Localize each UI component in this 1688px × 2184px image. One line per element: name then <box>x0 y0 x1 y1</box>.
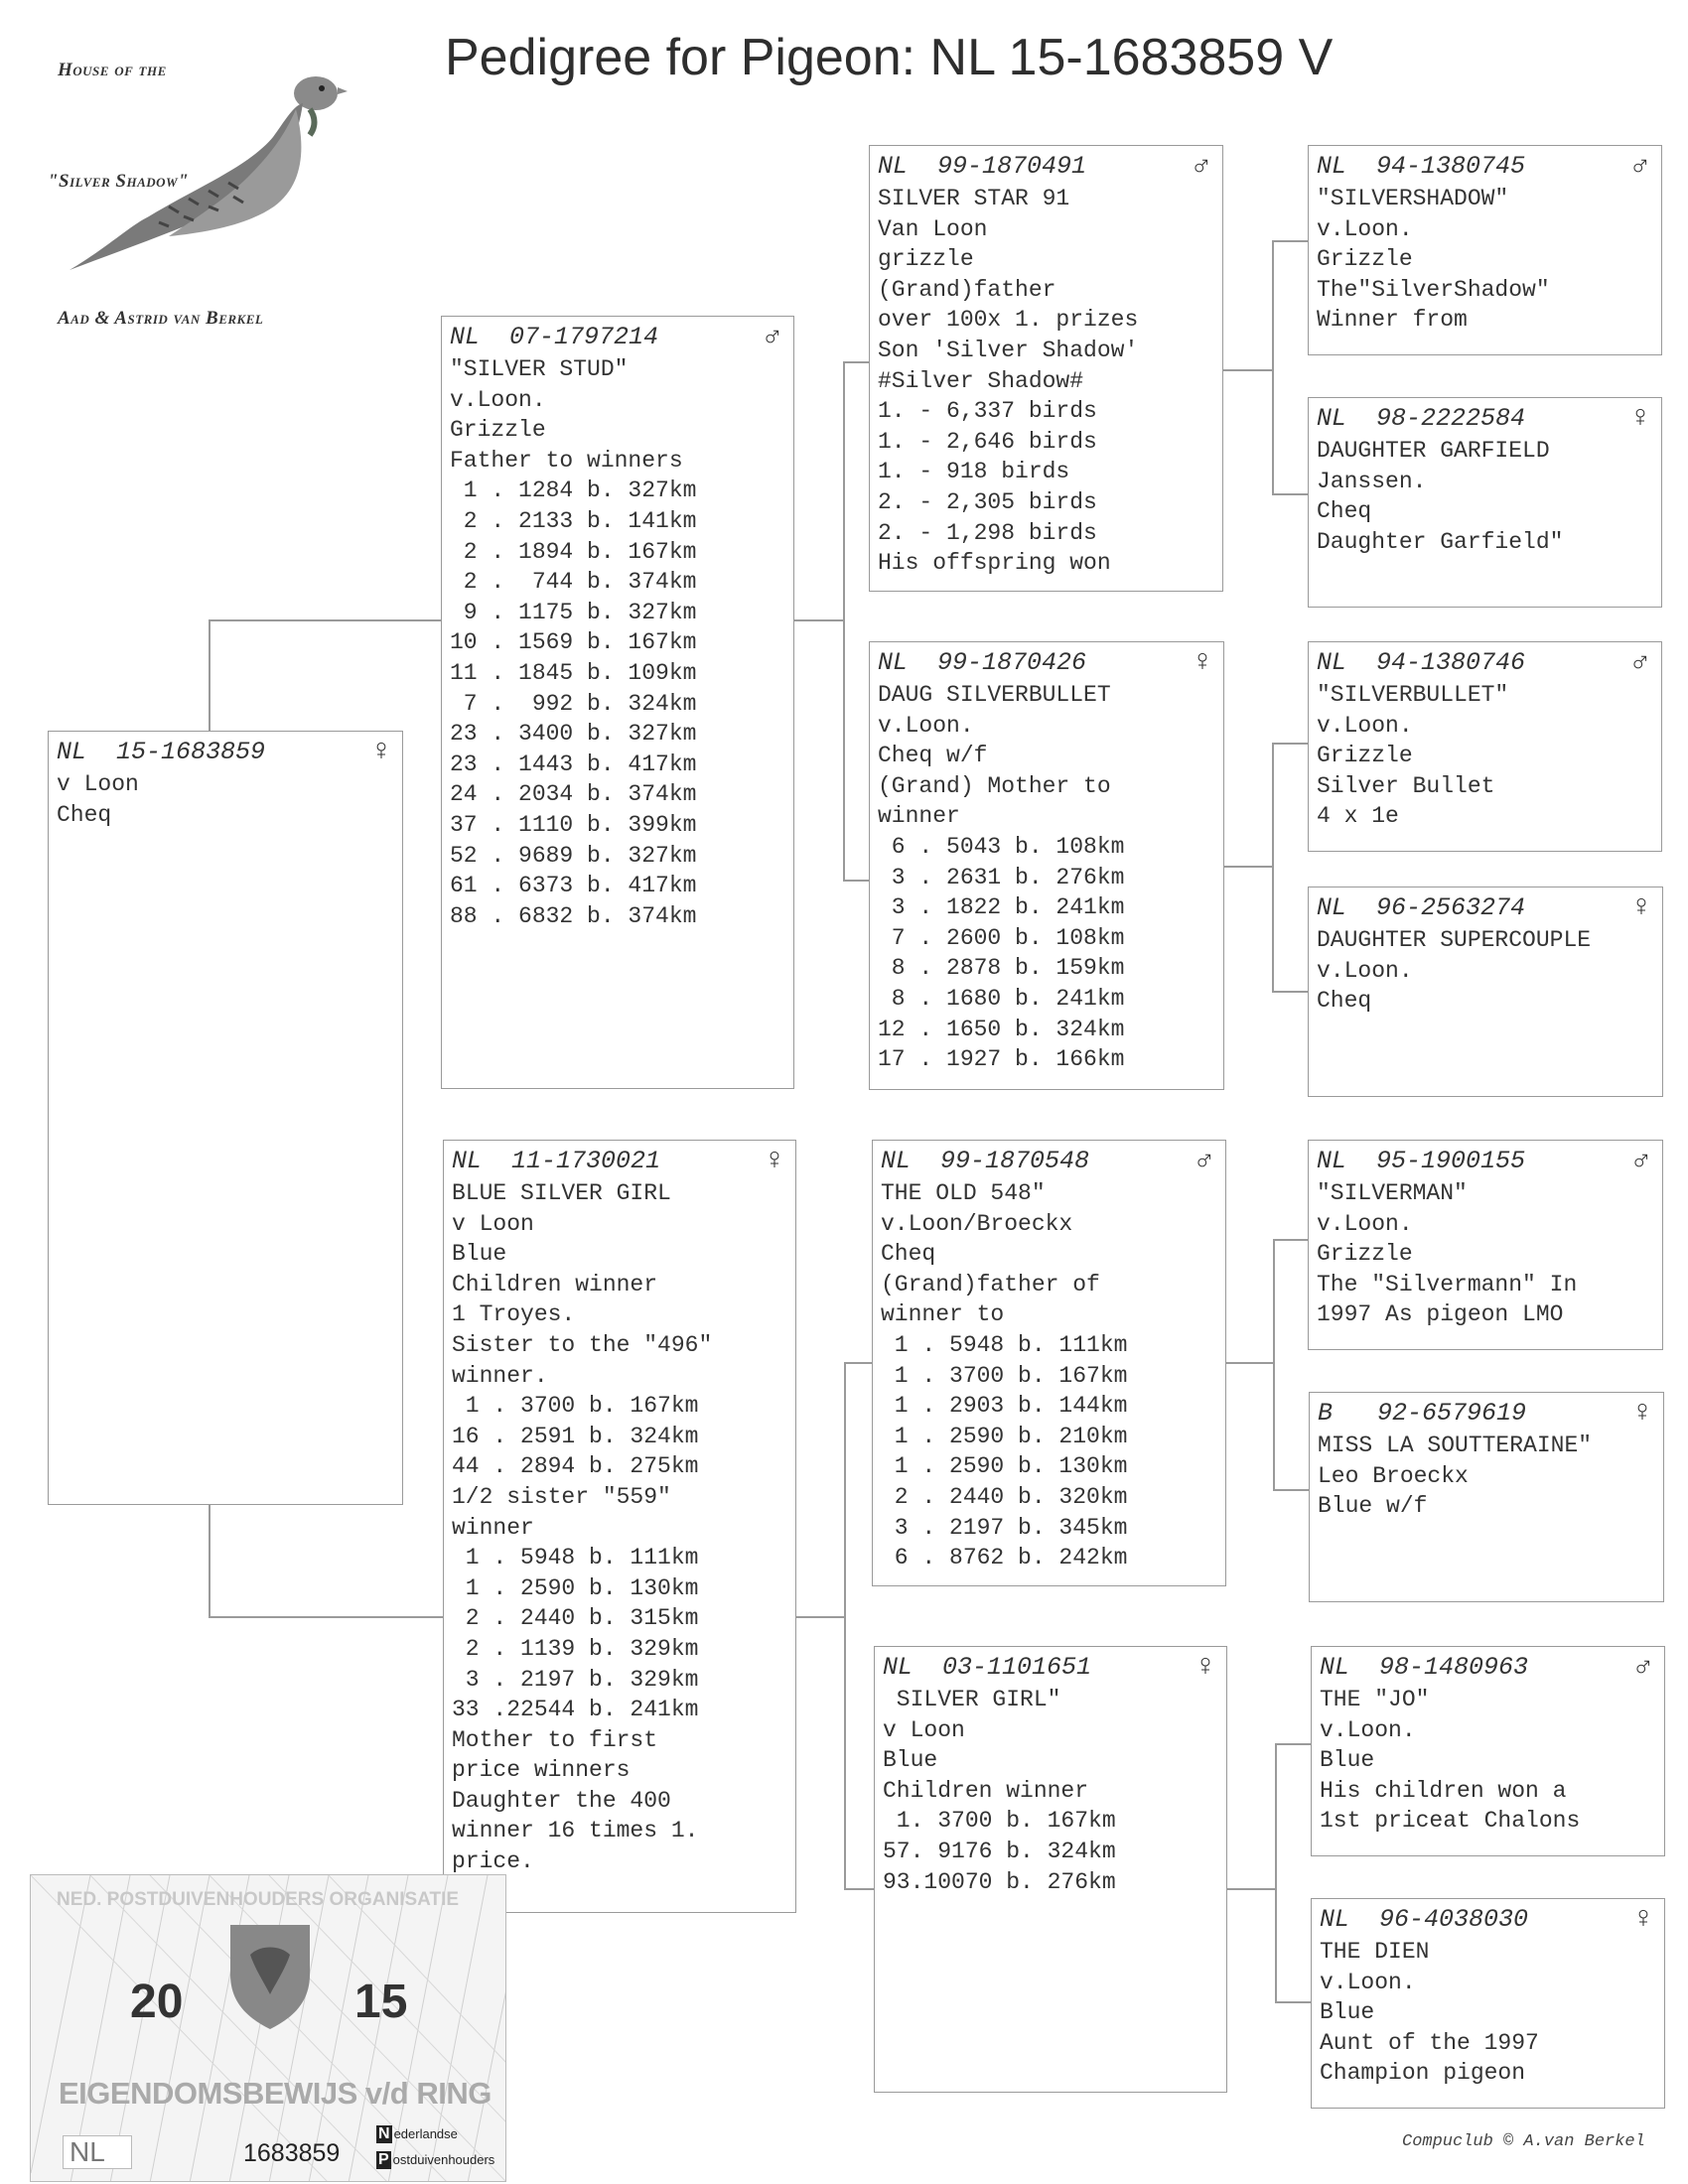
logo-owners: Aad & Astrid van Berkel <box>58 308 264 329</box>
great-grandparent-box <box>1308 145 1662 355</box>
detail-line: winner 16 times 1. <box>452 1818 699 1844</box>
detail-line: 93.10070 b. 276km <box>883 1868 1116 1895</box>
detail-line: v Loon <box>57 771 139 797</box>
detail-line: 23 . 3400 b. 327km <box>450 721 697 748</box>
detail-line: 8 . 2878 b. 159km <box>878 955 1125 982</box>
detail-line: price winners <box>452 1757 631 1784</box>
pigeon-details <box>57 769 394 830</box>
connector-line <box>1272 240 1308 242</box>
pigeon-details <box>883 1685 1218 1897</box>
detail-line: v.Loon. <box>1320 1716 1416 1743</box>
crest-icon <box>215 1915 325 2034</box>
pigeon-details <box>881 1178 1217 1573</box>
detail-line: grizzle <box>878 246 974 273</box>
detail-line: Blue <box>883 1747 938 1774</box>
connector-line <box>1275 1743 1311 1745</box>
detail-line: Daughter the 400 <box>452 1787 671 1814</box>
detail-line: 44 . 2894 b. 275km <box>452 1453 699 1480</box>
detail-line: 2. - 2,305 birds <box>878 488 1097 515</box>
detail-line: (Grand) Mother to <box>878 772 1111 799</box>
detail-line: Janssen. <box>1317 468 1427 494</box>
connector-line <box>793 619 845 621</box>
detail-line: The"SilverShadow" <box>1317 276 1550 303</box>
detail-line: Children winner <box>883 1777 1089 1804</box>
card-assoc-line2: P ostduivenhouders <box>378 2151 495 2168</box>
connector-line <box>844 1362 846 1890</box>
great-grandparent-box <box>1311 1646 1665 1856</box>
detail-line: 12 . 1650 b. 324km <box>878 1016 1125 1042</box>
pigeon-details <box>1317 184 1653 336</box>
detail-line: 9 . 1175 b. 327km <box>450 599 697 625</box>
detail-line: 16 . 2591 b. 324km <box>452 1423 699 1449</box>
detail-line: v Loon <box>883 1716 965 1743</box>
page-title: Pedigree for Pigeon: NL 15-1683859 V <box>445 29 1334 86</box>
detail-line: THE "JO" <box>1320 1687 1430 1712</box>
detail-line: Leo Broeckx <box>1318 1462 1469 1489</box>
connector-line <box>1225 1888 1277 1890</box>
detail-line: Blue <box>452 1241 507 1268</box>
detail-line: winner to <box>881 1301 1005 1328</box>
connector-line <box>209 619 441 621</box>
detail-line: 1 . 5948 b. 111km <box>452 1545 699 1571</box>
detail-line: 1997 As pigeon LMO <box>1317 1301 1564 1328</box>
connector-line <box>209 1616 443 1618</box>
detail-line: Winner from <box>1317 307 1468 334</box>
detail-line: DAUG SILVERBULLET <box>878 682 1111 708</box>
detail-line: 1/2 sister "559" <box>452 1483 671 1510</box>
detail-line: THE DIEN <box>1320 1939 1430 1965</box>
ring-number: NL 11-1730021 ♀ <box>452 1145 783 1178</box>
detail-line: "SILVERBULLET" <box>1317 682 1509 708</box>
ring-number: NL 99-1870491 ♂ <box>878 150 1210 184</box>
connector-line <box>1273 1489 1309 1491</box>
female-icon: ♀ <box>1631 891 1650 925</box>
detail-line: MISS LA SOUTTERAINE" <box>1318 1433 1593 1458</box>
detail-line: 10 . 1569 b. 167km <box>450 629 697 656</box>
detail-line: 8 . 1680 b. 241km <box>878 985 1125 1012</box>
detail-line: 2 . 1139 b. 329km <box>452 1635 699 1662</box>
detail-line: "SILVERMAN" <box>1317 1180 1468 1206</box>
detail-line: Sister to the "496" <box>452 1331 713 1358</box>
detail-line: Cheq <box>57 801 112 828</box>
female-icon: ♀ <box>765 1145 783 1178</box>
ring-number: B 92-6579619 ♀ <box>1318 1397 1651 1431</box>
grandmother-maternal-box <box>874 1646 1227 2093</box>
detail-line: 1st priceat Chalons <box>1320 1808 1581 1835</box>
pigeon-details <box>1317 436 1653 557</box>
pigeon-details <box>878 680 1215 1075</box>
detail-line: v.Loon. <box>878 712 974 739</box>
detail-line: 2 . 2133 b. 141km <box>450 507 697 534</box>
detail-line: 2 . 2440 b. 320km <box>881 1483 1128 1510</box>
male-icon: ♂ <box>1633 1651 1652 1685</box>
detail-line: "SILVER STUD" <box>450 356 629 382</box>
detail-line: 1 . 1284 b. 327km <box>450 478 697 504</box>
female-icon: ♀ <box>371 736 390 769</box>
ring-number: NL 96-2563274 ♀ <box>1317 891 1650 925</box>
connector-line <box>1272 743 1274 993</box>
detail-line: 88 . 6832 b. 374km <box>450 902 697 929</box>
connector-line <box>844 1888 874 1890</box>
ring-number: NL 94-1380745 ♂ <box>1317 150 1649 184</box>
grandmother-paternal-box <box>869 641 1224 1090</box>
grandfather-paternal-box <box>869 145 1223 592</box>
detail-line: v.Loon. <box>1317 712 1413 739</box>
detail-line: 52 . 9689 b. 327km <box>450 842 697 869</box>
detail-line: v.Loon. <box>1317 1210 1413 1237</box>
detail-line: 11 . 1845 b. 109km <box>450 659 697 686</box>
detail-line: (Grand)father of <box>881 1271 1100 1297</box>
detail-line: Cheq <box>881 1241 936 1268</box>
detail-line: His offspring won <box>878 550 1111 577</box>
female-icon: ♀ <box>1196 1651 1214 1685</box>
detail-line: Grizzle <box>1317 743 1413 769</box>
detail-line: Blue <box>1320 1999 1375 2026</box>
connector-line <box>794 1616 846 1618</box>
detail-line: 1 . 3700 b. 167km <box>881 1362 1128 1389</box>
ring-number: NL 94-1380746 ♂ <box>1317 646 1649 680</box>
card-ring-number: 1683859 <box>243 2139 341 2167</box>
pigeon-details <box>1318 1431 1655 1522</box>
detail-line: 2 . 2440 b. 315km <box>452 1605 699 1632</box>
detail-line: 1. 3700 b. 167km <box>883 1808 1116 1835</box>
detail-line: 1 . 2590 b. 210km <box>881 1423 1128 1449</box>
detail-line: SILVER GIRL" <box>883 1687 1061 1712</box>
detail-line: Grizzle <box>1317 1241 1413 1268</box>
detail-line: Grizzle <box>1317 246 1413 273</box>
card-country: NL <box>63 2135 132 2169</box>
detail-line: 4 x 1e <box>1317 803 1399 830</box>
detail-line: 2. - 1,298 birds <box>878 519 1097 546</box>
detail-line: 37 . 1110 b. 399km <box>450 811 697 838</box>
connector-line <box>1275 2001 1311 2003</box>
female-icon: ♀ <box>1630 402 1649 436</box>
card-title: EIGENDOMSBEWIJS v/d RING <box>59 2076 492 2111</box>
detail-line: Cheq <box>1317 498 1372 525</box>
grandfather-maternal-box <box>872 1140 1226 1586</box>
ring-number: NL 03-1101651 ♀ <box>883 1651 1214 1685</box>
pigeon-details <box>1317 1178 1654 1330</box>
connector-line <box>1273 1239 1275 1491</box>
detail-line: 2 . 744 b. 374km <box>450 569 697 596</box>
connector-line <box>1222 866 1274 868</box>
detail-line: Father to winners <box>450 447 683 474</box>
pigeon-details <box>1317 925 1654 1017</box>
detail-line: v.Loon. <box>1320 1969 1416 1995</box>
detail-line: winner <box>452 1514 534 1541</box>
connector-line <box>843 880 869 882</box>
great-grandparent-box <box>1308 1140 1663 1350</box>
detail-line: DAUGHTER SUPERCOUPLE <box>1317 927 1592 953</box>
ring-number: NL 96-4038030 ♀ <box>1320 1903 1652 1937</box>
connector-line <box>209 619 211 732</box>
great-grandparent-box <box>1309 1392 1664 1602</box>
detail-line: Mother to first <box>452 1726 658 1753</box>
great-grandparent-box <box>1311 1898 1665 2109</box>
connector-line <box>1273 1239 1309 1241</box>
detail-line: 1 . 2590 b. 130km <box>452 1574 699 1601</box>
detail-line: v.Loon/Broeckx <box>881 1210 1073 1237</box>
card-org: NED. POSTDUIVENHOUDERS ORGANISATIE <box>57 1889 460 1910</box>
ring-number: NL 99-1870426 ♀ <box>878 646 1211 680</box>
detail-line: Van Loon <box>878 215 988 242</box>
detail-line: Children winner <box>452 1271 658 1297</box>
detail-line: 7 . 2600 b. 108km <box>878 924 1125 951</box>
ownership-card <box>30 1874 506 2182</box>
pigeon-details <box>1320 1685 1656 1837</box>
ring-number: NL 98-1480963 ♂ <box>1320 1651 1652 1685</box>
mother-box <box>443 1140 796 1913</box>
detail-line: over 100x 1. prizes <box>878 307 1139 334</box>
detail-line: DAUGHTER GARFIELD <box>1317 438 1550 464</box>
detail-line: Champion pigeon <box>1320 2060 1526 2087</box>
connector-line <box>1272 493 1308 495</box>
detail-line: 33 .22544 b. 241km <box>452 1697 699 1723</box>
ring-number: NL 15-1683859 ♀ <box>57 736 390 769</box>
detail-line: Daughter Garfield" <box>1317 528 1564 555</box>
detail-line: v.Loon. <box>1317 957 1413 984</box>
pigeon-details <box>1320 1937 1656 2089</box>
detail-line: 1. - 6,337 birds <box>878 398 1097 425</box>
detail-line: winner <box>878 803 960 830</box>
pigeon-details <box>450 354 785 931</box>
pigeon-details <box>878 184 1214 579</box>
detail-line: Aunt of the 1997 <box>1320 2029 1539 2056</box>
logo-line1: House of the <box>58 60 167 80</box>
detail-line: Blue w/f <box>1318 1493 1428 1520</box>
detail-line: 7 . 992 b. 324km <box>450 690 697 717</box>
detail-line: price. <box>452 1848 534 1875</box>
connector-line <box>843 361 869 363</box>
female-icon: ♀ <box>1633 1903 1652 1937</box>
detail-line: Cheq w/f <box>878 743 988 769</box>
detail-line: 1. - 918 birds <box>878 459 1070 485</box>
card-year-left: 20 <box>130 1976 184 2028</box>
female-icon: ♀ <box>1632 1397 1651 1431</box>
detail-line: Grizzle <box>450 417 546 444</box>
male-icon: ♂ <box>1195 1145 1213 1178</box>
detail-line: v.Loon. <box>450 386 546 413</box>
detail-line: Silver Bullet <box>1317 772 1495 799</box>
detail-line: 57. 9176 b. 324km <box>883 1838 1116 1864</box>
connector-line <box>843 361 845 882</box>
subject-pigeon-box <box>48 731 403 1505</box>
detail-line: 3 . 2631 b. 276km <box>878 864 1125 890</box>
detail-line: 1 . 2903 b. 144km <box>881 1393 1128 1420</box>
logo-line2: "Silver Shadow" <box>48 171 190 192</box>
connector-line <box>1225 1362 1275 1364</box>
connector-line <box>1272 991 1308 993</box>
detail-line: 24 . 2034 b. 374km <box>450 781 697 808</box>
great-grandparent-box <box>1308 887 1663 1097</box>
card-year-right: 15 <box>354 1976 408 2028</box>
connector-line <box>209 1505 211 1618</box>
detail-line: 23 . 1443 b. 417km <box>450 751 697 777</box>
detail-line: v Loon <box>452 1210 534 1237</box>
detail-line: 61 . 6373 b. 417km <box>450 873 697 899</box>
male-icon: ♂ <box>1192 150 1210 184</box>
detail-line: 1 . 5948 b. 111km <box>881 1331 1128 1358</box>
ring-number: NL 95-1900155 ♂ <box>1317 1145 1650 1178</box>
ring-number: NL 07-1797214 ♂ <box>450 321 781 354</box>
connector-line <box>1272 240 1274 495</box>
detail-line: 1 . 2590 b. 130km <box>881 1453 1128 1480</box>
ring-number: NL 98-2222584 ♀ <box>1317 402 1649 436</box>
connector-line <box>1272 743 1308 745</box>
footer-credit: Compuclub © A.van Berkel <box>1402 2132 1645 2151</box>
connector-line <box>1222 369 1274 371</box>
detail-line: 6 . 5043 b. 108km <box>878 833 1125 860</box>
detail-line: Cheq <box>1317 988 1372 1015</box>
detail-line: 6 . 8762 b. 242km <box>881 1545 1128 1571</box>
pigeon-details <box>452 1178 787 1877</box>
detail-line: 17 . 1927 b. 166km <box>878 1046 1125 1073</box>
detail-line: His children won a <box>1320 1777 1567 1804</box>
detail-line: v.Loon. <box>1317 215 1413 242</box>
ring-number: NL 99-1870548 ♂ <box>881 1145 1213 1178</box>
great-grandparent-box <box>1308 641 1662 852</box>
male-icon: ♂ <box>763 321 781 354</box>
detail-line: 3 . 1822 b. 241km <box>878 894 1125 921</box>
detail-line: 3 . 2197 b. 345km <box>881 1514 1128 1541</box>
great-grandparent-box <box>1308 397 1662 608</box>
detail-line: BLUE SILVER GIRL <box>452 1180 671 1206</box>
detail-line: Blue <box>1320 1747 1375 1774</box>
female-icon: ♀ <box>1193 646 1211 680</box>
detail-line: "SILVERSHADOW" <box>1317 186 1509 211</box>
detail-line: 3 . 2197 b. 329km <box>452 1666 699 1693</box>
detail-line: 1 . 3700 b. 167km <box>452 1393 699 1420</box>
card-assoc-line1: N ederlandse <box>378 2125 458 2142</box>
male-icon: ♂ <box>1631 1145 1650 1178</box>
detail-line: (Grand)father <box>878 276 1056 303</box>
detail-line: Son 'Silver Shadow' <box>878 337 1139 363</box>
pigeon-details <box>1317 680 1653 832</box>
father-box <box>441 316 794 1089</box>
detail-line: SILVER STAR 91 <box>878 186 1070 211</box>
connector-line <box>1275 1743 1277 2003</box>
detail-line: 2 . 1894 b. 167km <box>450 538 697 565</box>
detail-line: winner. <box>452 1362 548 1389</box>
male-icon: ♂ <box>1630 150 1649 184</box>
male-icon: ♂ <box>1630 646 1649 680</box>
detail-line: 1 Troyes. <box>452 1301 576 1328</box>
detail-line: The "Silvermann" In <box>1317 1271 1578 1297</box>
pigeon-logo-icon <box>50 58 348 276</box>
connector-line <box>844 1362 872 1364</box>
detail-line: THE OLD 548" <box>881 1180 1046 1206</box>
detail-line: #Silver Shadow# <box>878 367 1084 394</box>
detail-line: 1. - 2,646 birds <box>878 428 1097 455</box>
